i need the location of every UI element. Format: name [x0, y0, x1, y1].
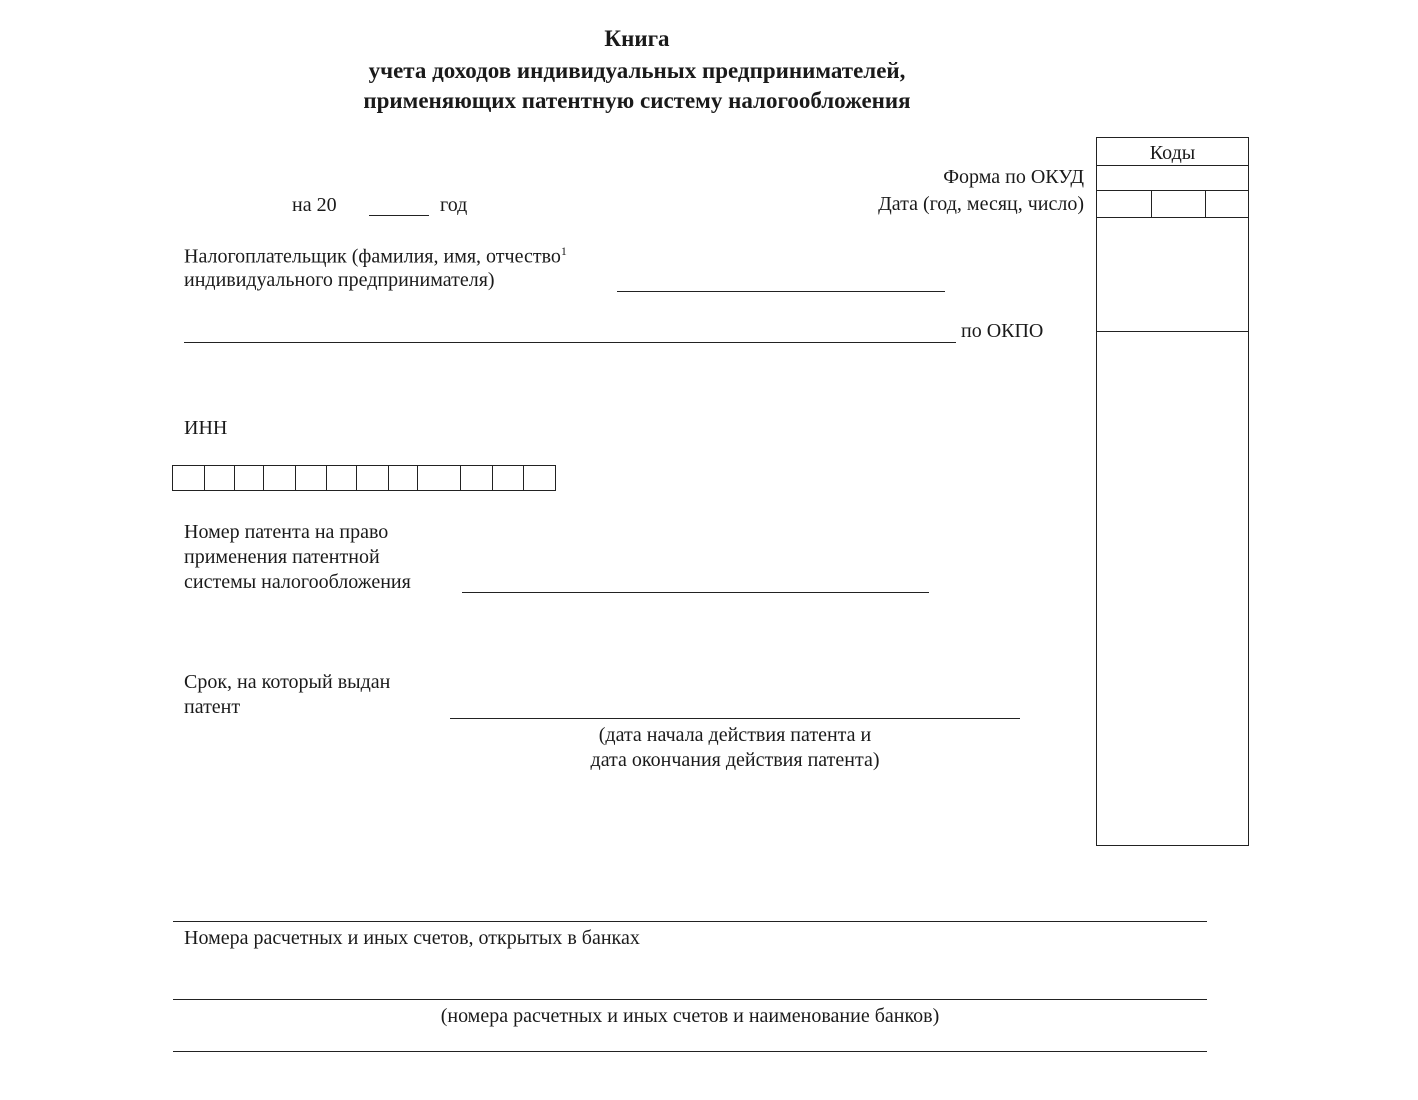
- date-label: Дата (год, месяц, число): [878, 193, 1084, 215]
- inn-digit-box[interactable]: [204, 465, 235, 491]
- bank-accounts-label: Номера расчетных и иных счетов, открытых в банках: [184, 927, 640, 949]
- patent-number-label-line-2: применения патентной: [184, 546, 380, 568]
- patent-term-caption-line-2: дата окончания действия патента): [590, 749, 880, 771]
- inn-label: ИНН: [184, 417, 228, 439]
- year-prefix: на 20: [292, 194, 337, 216]
- inn-code-cell[interactable]: [1096, 331, 1249, 846]
- year-input-line[interactable]: [369, 215, 429, 216]
- inn-digit-box[interactable]: [417, 465, 461, 491]
- patent-term-caption-line-1: (дата начала действия патента и: [598, 724, 872, 746]
- date-day-cell[interactable]: [1205, 190, 1249, 218]
- okpo-label: по ОКПО: [961, 320, 1044, 342]
- okud-label: Форма по ОКУД: [943, 166, 1084, 188]
- inn-digit-box[interactable]: [460, 465, 493, 491]
- taxpayer-label-line-2: индивидуального предпринимателя): [184, 269, 495, 291]
- patent-term-line[interactable]: [450, 718, 1020, 719]
- document-title-line-3: применяющих патентную систему налогообложения: [363, 88, 911, 113]
- codes-header-cell: [1096, 137, 1249, 166]
- inn-digit-box[interactable]: [492, 465, 524, 491]
- inn-digit-box[interactable]: [234, 465, 264, 491]
- okpo-code-cell[interactable]: [1096, 217, 1249, 332]
- bank-accounts-caption: (номера расчетных и иных счетов и наименование банков): [440, 1005, 940, 1027]
- inn-digit-box[interactable]: [172, 465, 205, 491]
- taxpayer-name-line-2[interactable]: [184, 342, 956, 343]
- inn-digit-box[interactable]: [263, 465, 296, 491]
- taxpayer-label-text: Налогоплательщик (фамилия, имя, отчество: [184, 245, 561, 268]
- inn-digit-box[interactable]: [523, 465, 556, 491]
- year-suffix: год: [440, 194, 468, 216]
- patent-term-label-line-1: Срок, на который выдан: [184, 671, 391, 693]
- inn-digit-box[interactable]: [356, 465, 389, 491]
- okud-code-cell[interactable]: [1096, 165, 1249, 191]
- codes-header: Коды: [1149, 142, 1196, 164]
- document-title-line-2: учета доходов индивидуальных предпринимателей,: [368, 58, 906, 83]
- bank-accounts-line[interactable]: [173, 999, 1207, 1000]
- taxpayer-name-line[interactable]: [617, 291, 945, 292]
- patent-number-label-line-3: системы налогообложения: [184, 571, 411, 593]
- patent-term-label-line-2: патент: [184, 696, 241, 718]
- inn-digit-box[interactable]: [388, 465, 418, 491]
- taxpayer-label-line-1: [184, 244, 567, 269]
- date-month-cell[interactable]: [1151, 190, 1206, 218]
- patent-number-line[interactable]: [462, 592, 929, 593]
- bank-accounts-top-line: [173, 921, 1207, 922]
- patent-number-label-line-1: Номер патента на право: [184, 521, 389, 543]
- bank-accounts-line-2[interactable]: [173, 1051, 1207, 1052]
- inn-digit-box[interactable]: [326, 465, 357, 491]
- inn-digit-box[interactable]: [295, 465, 327, 491]
- date-year-cell[interactable]: [1096, 190, 1152, 218]
- taxpayer-footnote: 1: [560, 244, 567, 258]
- document-title-line-1: Книга: [604, 26, 670, 51]
